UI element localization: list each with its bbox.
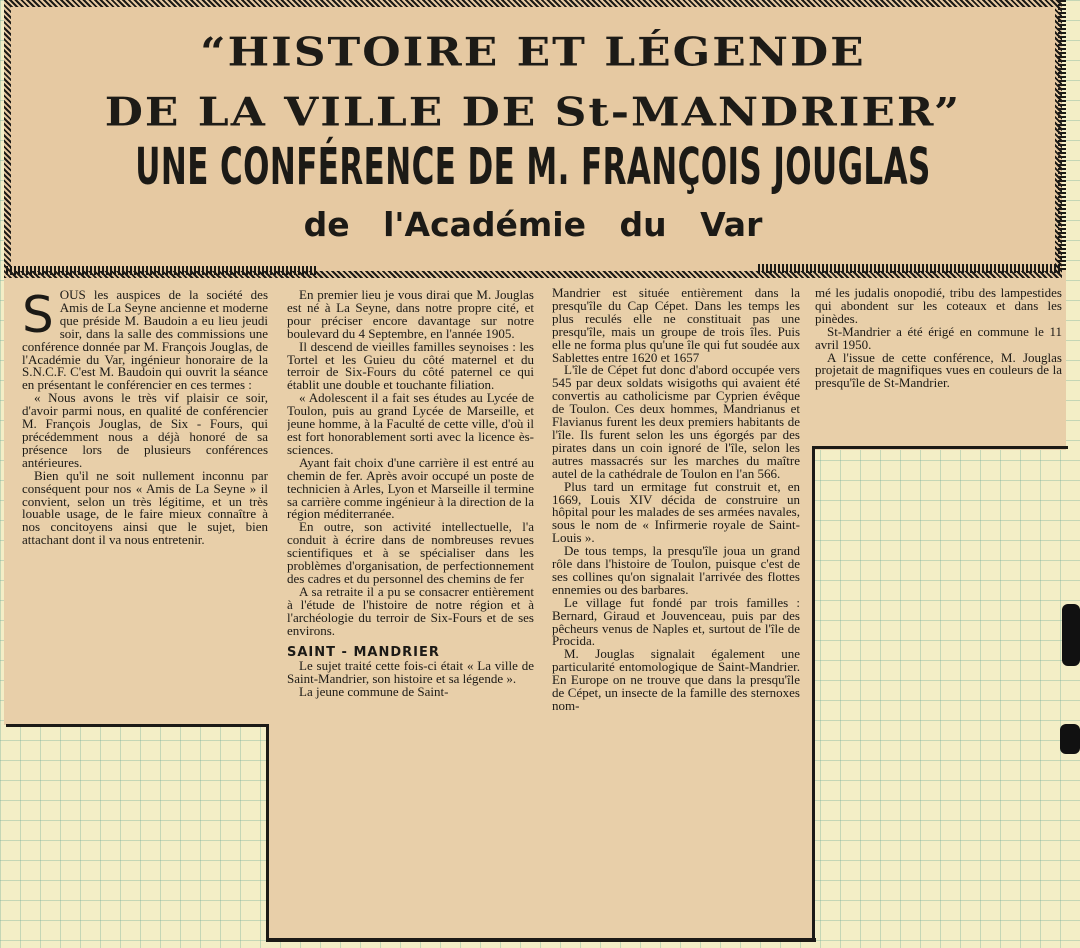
paragraph: A l'issue de cette conférence, M. Jouglas projetait de magnifiques vues en couleurs de la presqu'île de St-Mandrier. [815,349,1062,391]
binder-hole-2 [1060,724,1080,754]
column-rule-bottom-left [6,724,268,727]
paragraph: Mandrier est située entièrement dans la presqu'île du Cap Cépet. Dans les temps les plus reculés elle ne constituait pas une presqu'île, mais un groupe de trois îles. Puis elle ne forma plus qu'une île qui fut soudée aux Sablettes entre 1620 et 1657 [552,287,800,365]
paragraph: A sa retraite il a pu se consacrer entièrement à l'étude de l'histoire de notre région et à l'archéologie du terroir de Six-Fours et de ses environs. [287,583,534,638]
paragraph: Il descend de vieilles familles seynoises : les Tortel et les Guieu du côté maternel et du terroir de Six-Fours du côté paternel ce qui établit une double et touchante filiation. [287,338,534,393]
article-column-2 [287,289,534,929]
headline-box [4,0,1062,278]
column-rule-vertical-right [812,448,815,942]
article-column-4 [815,287,1062,442]
hatch-rule-right [758,264,1060,273]
headline-line-2: DE LA VILLE DE St-MANDRIER” [104,89,962,136]
headline-line-4: de l'Académie du Var [303,205,763,244]
drop-cap: S [22,289,54,344]
headline-line-3: UNE CONFÉRENCE DE M. FRANÇOIS JOUGLAS [135,137,931,196]
article-column-3 [552,287,800,929]
paragraph: Le village fut fondé par trois familles : Bernard, Giraud et Jouvenceau, puis par des pêcheurs venus de Naples et, surtout de l'île de Procida. [552,594,800,649]
paragraph: OUS les auspices de la société des Amis de La Seyne ancienne et moderne que préside M. Baudoin a eu lieu jeudi soir, dans la salle des commissions une conférence donnée par M. François Jouglas, de l'Académie du Var, ingénieur honoraire de la S.N.C.F. C'est M. Baudoin qui ouvrit la séance en présentant le conférencier en ces termes : [22,289,268,393]
paragraph: De tous temps, la presqu'île joua un grand rôle dans l'histoire de Toulon, puisque c'est de ses collines qu'on signalait l'arrivée des flottes ennemies ou des barbares. [552,543,800,597]
paragraph: mé les judalis onopodié, tribu des lampestides qui abondent sur les coteaux et dans les pinèdes. [815,287,1062,326]
column-rule-bottom [266,938,816,942]
paragraph: Plus tard un ermitage fut construit et, en 1669, Louis XIV décida de construire un hôpital pour les malades de ses armées navales, sous le nom de « Infirmerie royale de Saint-Louis ». [552,478,800,546]
hatch-rule-left [6,266,316,275]
hatch-rule-vertical [1058,0,1066,272]
column-rule-right-top [812,446,1068,449]
column-rule-vertical-left [266,724,269,942]
paragraph: En outre, son activité intellectuelle, l'a conduit à écrire dans de nombreuses revues scientifiques et à se spécialiser dans les problèmes d'organisation, de perfectionnement des cadres et du personnel des chemins de fer [287,519,534,586]
paragraph: « Adolescent il a fait ses études au Lycée de Toulon, puis au grand Lycée de Marseille, et jeune homme, à la Faculté de cette ville, d'où il est fort honorablement sorti avec la licence ès-sciences. [287,390,534,457]
paragraph: Le sujet traité cette fois-ci était « La ville de Saint-Mandrier, son histoire et sa légende ». [287,658,534,687]
headline-line-1: “HISTOIRE ET LÉGENDE [200,29,866,76]
article-column-1 [22,289,268,713]
paragraph: En premier lieu je vous dirai que M. Jouglas est né à La Seyne, dans notre propre cité, et pour préciser encore davantage sur notre boulevard du 4 Septembre, en l'année 1905. [287,289,534,341]
paragraph: La jeune commune de Saint- [299,684,449,700]
paragraph: St-Mandrier a été érigé en commune le 11 avril 1950. [815,323,1062,352]
paragraph: « Nous avons le très vif plaisir ce soir, d'avoir parmi nous, en qualité de conférencier M. François Jouglas, de Six - Fours, qui précédemment nous a déjà honoré de sa présence lors de plusieurs conférences antérieures. [22,390,268,470]
paragraph: Bien qu'il ne soit nullement inconnu par conséquent pour nos « Amis de La Seyne » il convient, selon un très légitime, et un très louable usage, de le faire mieux connaître à nos concitoyens ainsi que le sujet, bien attachant dont il va nous entretenir. [22,467,268,548]
paragraph: Ayant fait choix d'une carrière il est entré au chemin de fer. Après avoir occupé un poste de technicien à Arles, Lyon et Marseille il termine sa carrière comme ingénieur à la direction de la région méditerranée. [287,454,534,522]
binder-hole-1 [1062,604,1080,666]
section-subhead: SAINT - MANDRIER [287,645,440,661]
paragraph: M. Jouglas signalait également une particularité entomologique de Saint-Mandrier. En Europe on ne trouve que dans la presqu'île de Cépet, un insecte de la famille des sternoxes nom- [552,646,800,713]
paragraph: L'île de Cépet fut donc d'abord occupée vers 545 par deux soldats wisigoths qui avaient été convertis au catholicisme par Cyprien évêque de Toulon. Ces deux hommes, Mandrianus et Flavianus furent les deux premiers habitants de l'île. Ils furent selon les uns égorgés par des pirates dans un coin ignoré de l'île, selon les autres massacrés sur les marches du maître autel de la cathédrale de Toulon en l'an 566. [552,362,800,481]
